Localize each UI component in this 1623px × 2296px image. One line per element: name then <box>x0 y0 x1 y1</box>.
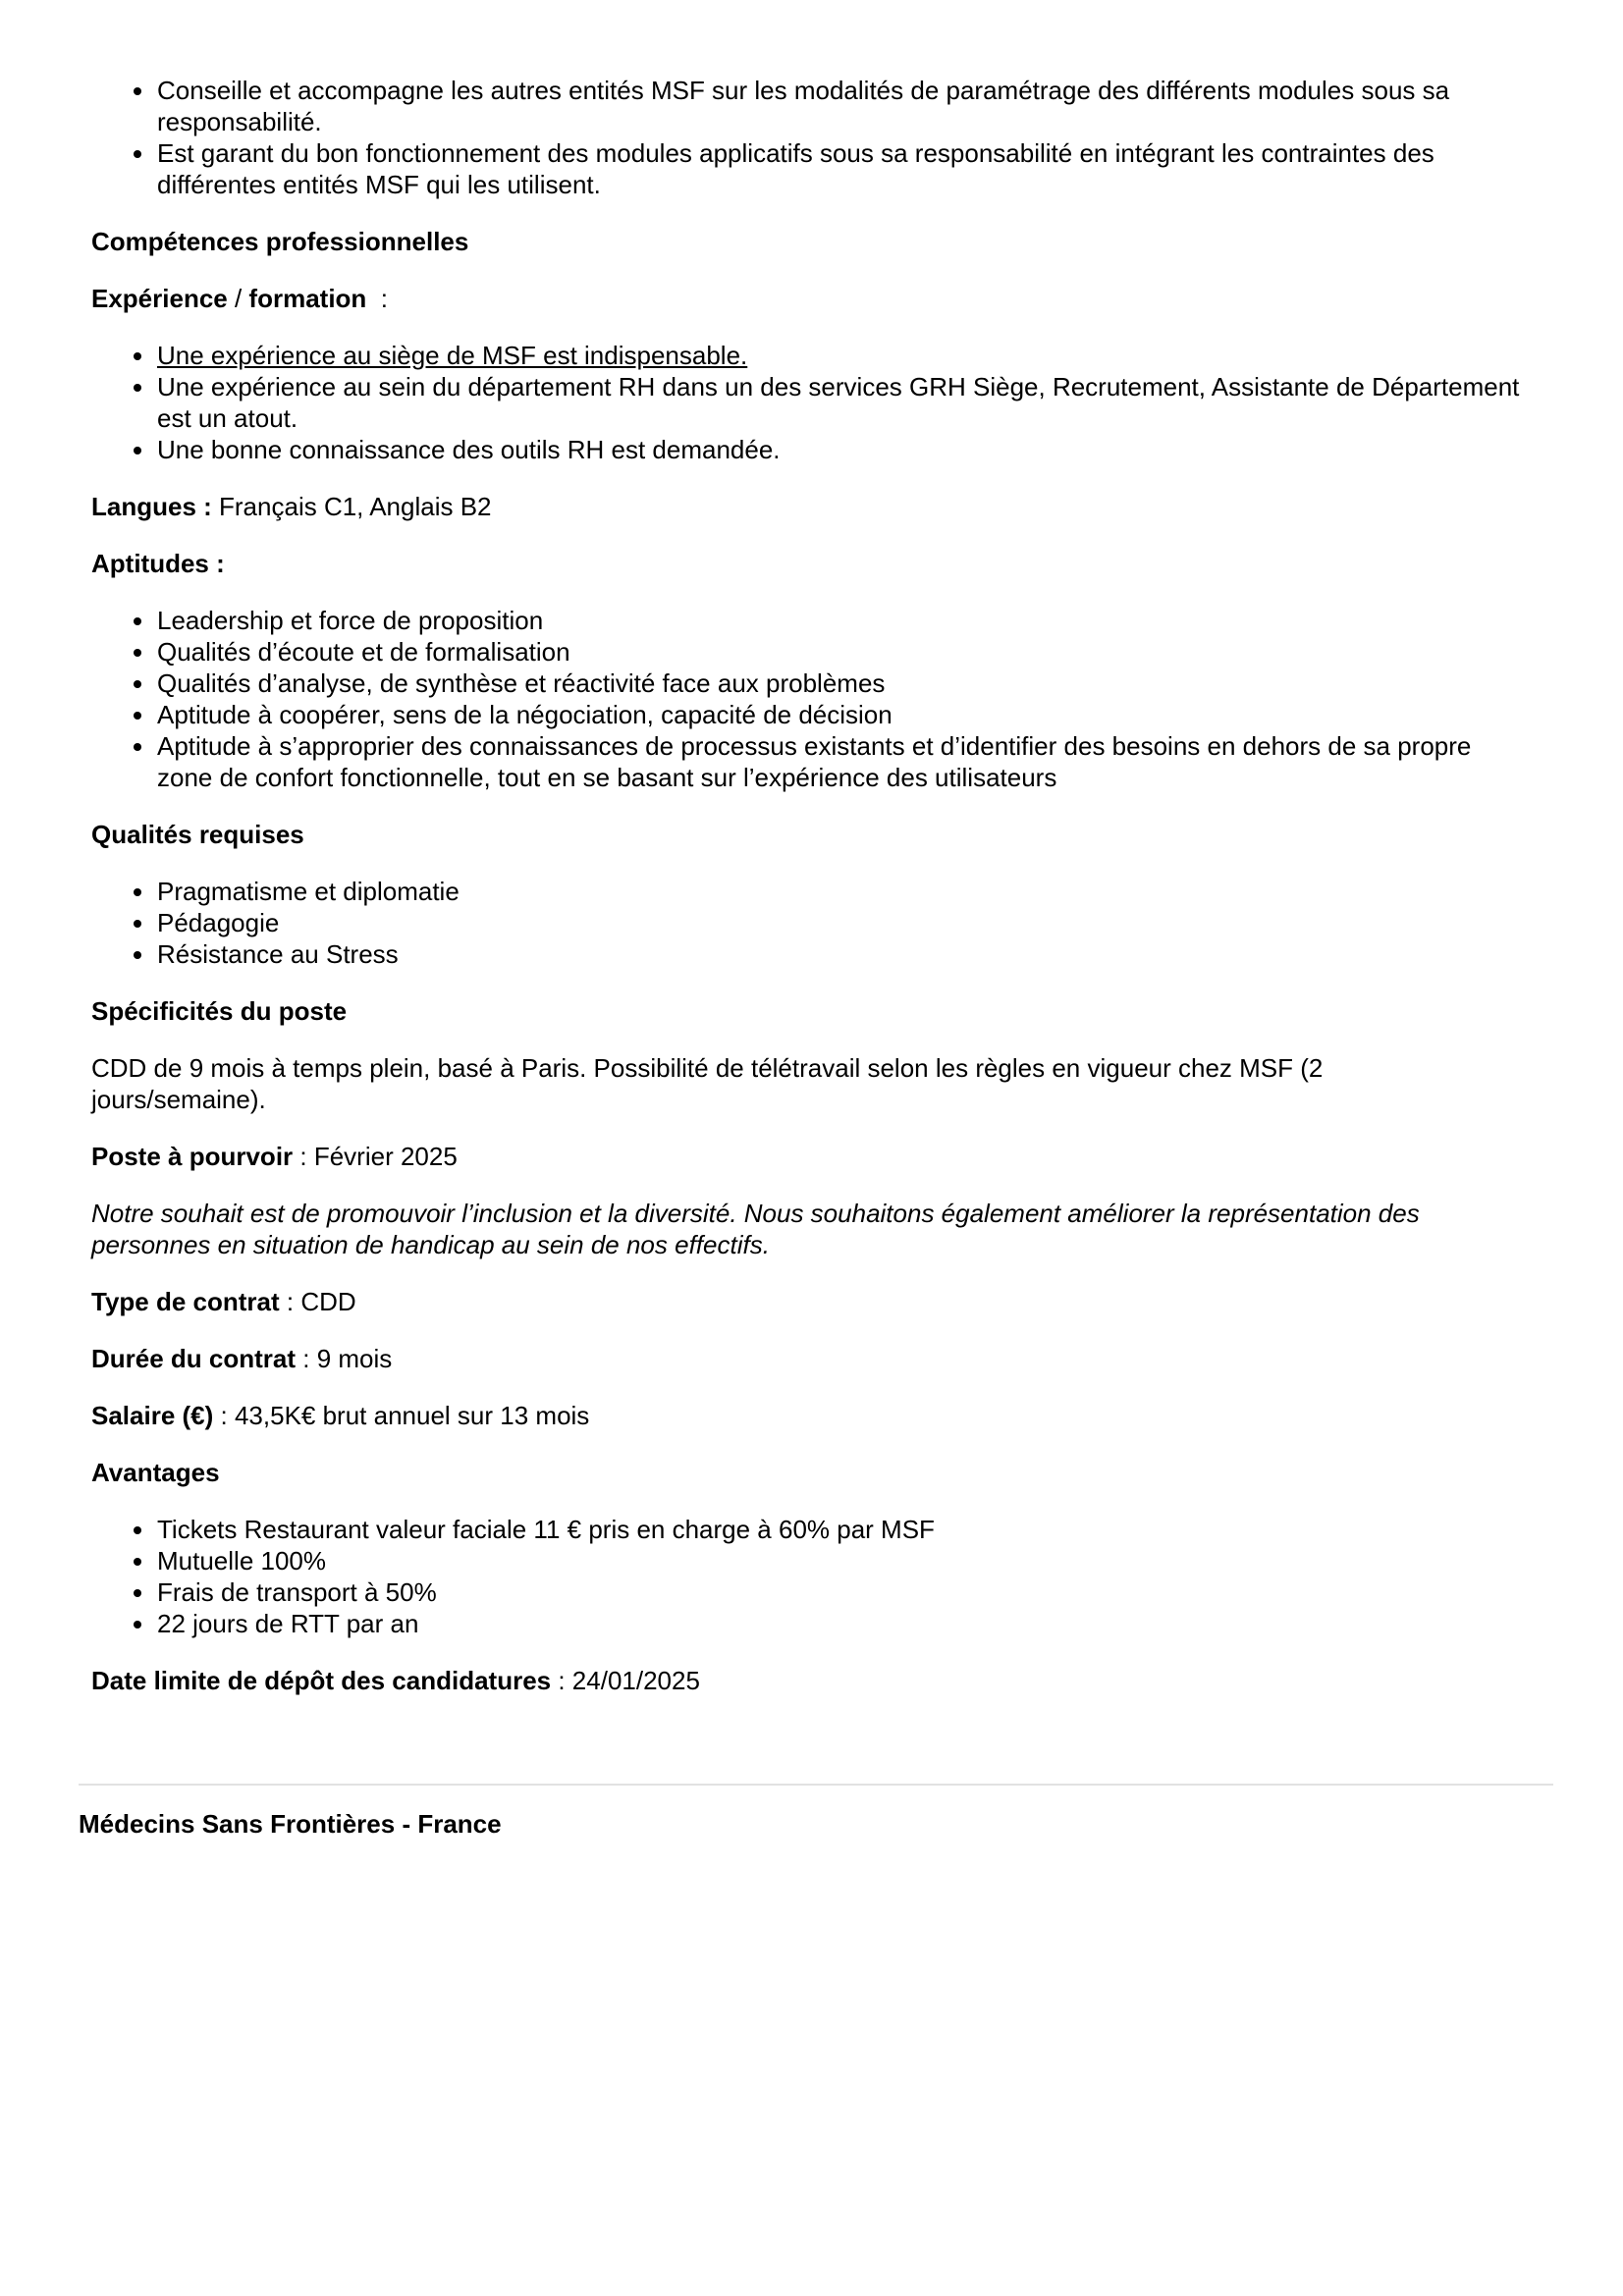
footer-organization: Médecins Sans Frontières - France <box>79 1809 502 1839</box>
specificites-heading: Spécificités du poste <box>91 996 348 1026</box>
list-item: Est garant du bon fonctionnement des modules applicatifs sous sa responsabilité en intégrant les contraintes des différentes entités MSF qui les utilisent. <box>157 137 1525 200</box>
specificites-text: CDD de 9 mois à temps plein, basé à Paris. Possibilité de télétravail selon les règles en vigueur chez MSF (2 jours/semaine). <box>91 1053 1324 1114</box>
competences-heading: Compétences professionnelles <box>91 227 469 256</box>
experience-heading: Expérience / formation : <box>91 284 388 313</box>
list-item: Conseille et accompagne les autres entités MSF sur les modalités de paramétrage des différents modules sous sa responsabilité. <box>157 75 1525 137</box>
avantages-list <box>91 1514 1525 1639</box>
experience-list <box>91 340 1525 465</box>
list-item: 22 jours de RTT par an <box>157 1608 1525 1639</box>
list-item: Résistance au Stress <box>157 938 1525 970</box>
aptitudes-list <box>91 605 1525 793</box>
list-item: Aptitude à coopérer, sens de la négociation, capacité de décision <box>157 699 1525 730</box>
poste-line: Poste à pourvoir : Février 2025 <box>91 1142 458 1171</box>
list-item: Qualités d’analyse, de synthèse et réactivité face aux problèmes <box>157 667 1525 699</box>
list-item: Qualités d’écoute et de formalisation <box>157 636 1525 667</box>
list-item: Tickets Restaurant valeur faciale 11 € pris en charge à 60% par MSF <box>157 1514 1525 1545</box>
qualites-list <box>91 876 1525 970</box>
inclusion-statement: Notre souhait est de promouvoir l’inclusion et la diversité. Nous souhaitons également améliorer la représentation des personnes en situation de handicap au sein de nos effectifs. <box>91 1199 1420 1259</box>
date-limite-line: Date limite de dépôt des candidatures : 24/01/2025 <box>91 1666 700 1695</box>
avantages-heading: Avantages <box>91 1458 220 1487</box>
list-item: Pédagogie <box>157 907 1525 938</box>
list-item: Une bonne connaissance des outils RH est demandée. <box>157 434 1525 465</box>
list-item: Mutuelle 100% <box>157 1545 1525 1576</box>
qualites-heading: Qualités requises <box>91 820 304 849</box>
responsibilities-list <box>91 75 1525 200</box>
footer-divider <box>79 1784 1553 1786</box>
salaire-line: Salaire (€) : 43,5K€ brut annuel sur 13 mois <box>91 1401 590 1430</box>
langues-line: Langues : Français C1, Anglais B2 <box>91 492 492 521</box>
type-contrat-line: Type de contrat : CDD <box>91 1287 356 1316</box>
duree-line: Durée du contrat : 9 mois <box>91 1344 393 1373</box>
aptitudes-heading: Aptitudes : <box>91 549 225 578</box>
list-item: Frais de transport à 50% <box>157 1576 1525 1608</box>
list-item: Pragmatisme et diplomatie <box>157 876 1525 907</box>
list-item: Leadership et force de proposition <box>157 605 1525 636</box>
list-item: Une expérience au siège de MSF est indispensable. <box>157 340 1525 371</box>
list-item: Une expérience au sein du département RH dans un des services GRH Siège, Recrutement, Assistante de Département est un atout. <box>157 371 1525 434</box>
job-description <box>91 75 1525 1696</box>
list-item: Aptitude à s’approprier des connaissances de processus existants et d’identifier des besoins en dehors de sa propre zone de confort fonctionnelle, tout en se basant sur l’expérience des utilisateurs <box>157 730 1525 793</box>
